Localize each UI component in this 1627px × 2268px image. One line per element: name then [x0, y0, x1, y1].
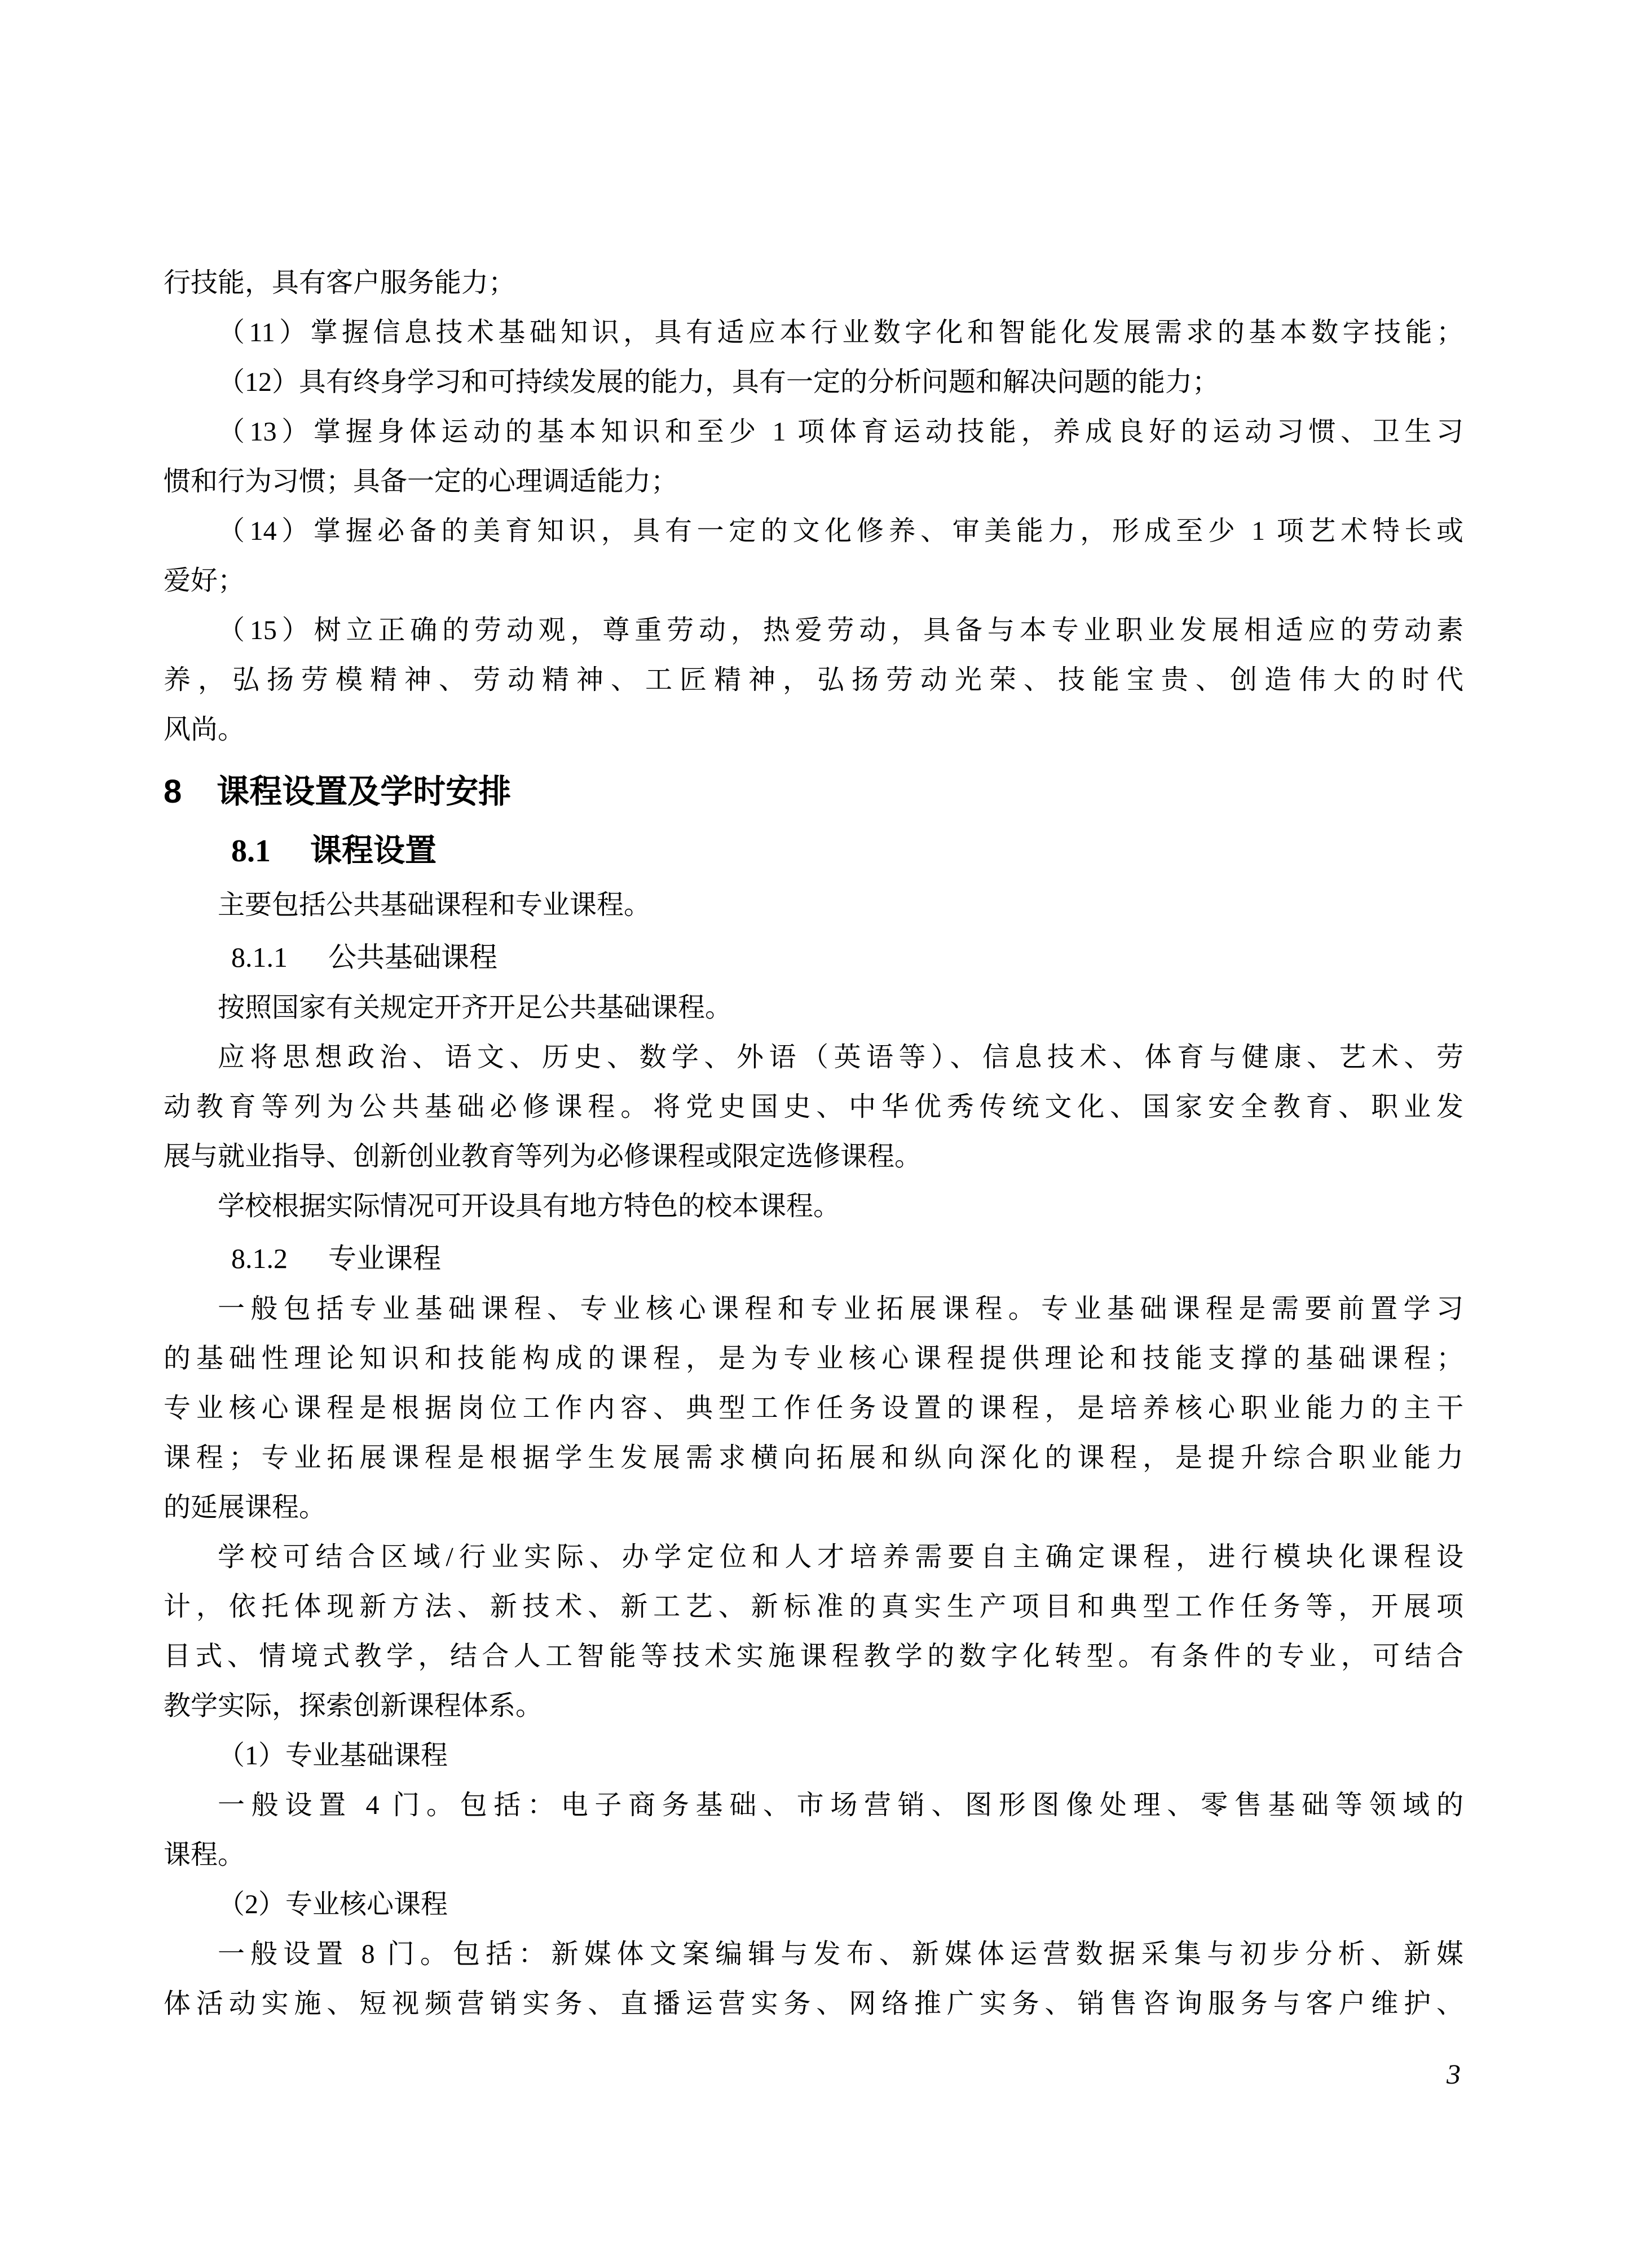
text-line: 应将思想政治、语文、历史、数学、外语（英语等）、信息技术、体育与健康、艺术、劳 — [218, 1042, 1463, 1072]
text-line: （11）掌握信息技术基础知识，具有适应本行业数字化和智能化发展需求的基本数字技能； — [218, 318, 1463, 347]
heading-title: 课程设置及学时安排 — [217, 773, 512, 810]
heading-number: 8.1.2 — [231, 1243, 288, 1274]
text-line: 专业核心课程是根据岗位工作内容、典型工作任务设置的课程，是培养核心职业能力的主干 — [164, 1393, 1463, 1423]
text-line: 计，依托体现新方法、新技术、新工艺、新标准的真实生产项目和典型工作任务等，开展项 — [164, 1592, 1463, 1622]
text-line: 课程；专业拓展课程是根据学生发展需求横向拓展和纵向深化的课程，是提升综合职业能力 — [164, 1443, 1463, 1473]
text-line: 学校可结合区域/行业实际、办学定位和人才培养需要自主确定课程，进行模块化课程设 — [218, 1542, 1463, 1572]
section-heading-8.1 — [231, 826, 1463, 876]
section-heading-8.1.2 — [231, 1234, 1463, 1283]
section-heading-8.1.1 — [231, 932, 1463, 982]
section-heading-8 — [164, 767, 1463, 817]
text-line: 体活动实施、短视频营销实务、直播运营实务、网络推广实务、销售咨询服务与客户维护、 — [164, 1989, 1463, 2019]
text-line: （1）专业基础课程 — [218, 1741, 448, 1771]
text-line: 教学实际，探索创新课程体系。 — [164, 1691, 543, 1721]
text-line: 学校根据实际情况可开设具有地方特色的校本课程。 — [218, 1191, 841, 1221]
text-line: （12）具有终身学习和可持续发展的能力，具有一定的分析问题和解决问题的能力； — [218, 367, 1220, 397]
text-line: 一般包括专业基础课程、专业核心课程和专业拓展课程。专业基础课程是需要前置学习 — [218, 1294, 1463, 1324]
text-body — [164, 258, 1463, 2029]
text-line: 风尚。 — [164, 715, 245, 745]
text-line: 动教育等列为公共基础必修课程。将党史国史、中华优秀传统文化、国家安全教育、职业发 — [164, 1092, 1463, 1122]
text-line: 课程。 — [164, 1840, 245, 1870]
text-line: 养，弘扬劳模精神、劳动精神、工匠精神，弘扬劳动光荣、技能宝贵、创造伟大的时代 — [164, 665, 1463, 695]
text-line: 的延展课程。 — [164, 1492, 327, 1522]
text-line: 按照国家有关规定开齐开足公共基础课程。 — [218, 993, 733, 1023]
text-line: 目式、情境式教学，结合人工智能等技术实施课程教学的数字化转型。有条件的专业，可结合 — [164, 1641, 1463, 1671]
text-line: 惯和行为习惯；具备一定的心理调适能力； — [164, 466, 678, 496]
text-line: 的基础性理论知识和技能构成的课程，是为专业核心课程提供理论和技能支撑的基础课程； — [164, 1344, 1463, 1373]
heading-title: 专业课程 — [328, 1243, 441, 1274]
text-line: （13）掌握身体运动的基本知识和至少 1 项体育运动技能，养成良好的运动习惯、卫生习 — [218, 417, 1463, 447]
heading-number: 8.1 — [231, 834, 271, 869]
text-line: （2）专业核心课程 — [218, 1890, 448, 1919]
heading-title: 公共基础课程 — [328, 941, 497, 973]
heading-number: 8 — [164, 773, 182, 810]
text-line: 主要包括公共基础课程和专业课程。 — [218, 890, 651, 920]
text-line: （14）掌握必备的美育知识，具有一定的文化修养、审美能力，形成至少 1 项艺术特长或 — [218, 516, 1463, 546]
page-number: 3 — [1447, 2058, 1461, 2090]
text-line: 一般设置 8 门。包括：新媒体文案编辑与发布、新媒体运营数据采集与初步分析、新媒 — [218, 1939, 1463, 1969]
heading-number: 8.1.1 — [231, 941, 288, 973]
text-line: 行技能，具有客户服务能力； — [164, 268, 516, 298]
text-line: 展与就业指导、创新创业教育等列为必修课程或限定选修课程。 — [164, 1142, 922, 1172]
text-line: 爱好； — [164, 566, 245, 596]
text-line: （15）树立正确的劳动观，尊重劳动，热爱劳动，具备与本专业职业发展相适应的劳动素 — [218, 615, 1463, 645]
heading-title: 课程设置 — [310, 833, 436, 868]
text-line: 一般设置 4 门。包括：电子商务基础、市场营销、图形图像处理、零售基础等领域的 — [218, 1790, 1463, 1820]
